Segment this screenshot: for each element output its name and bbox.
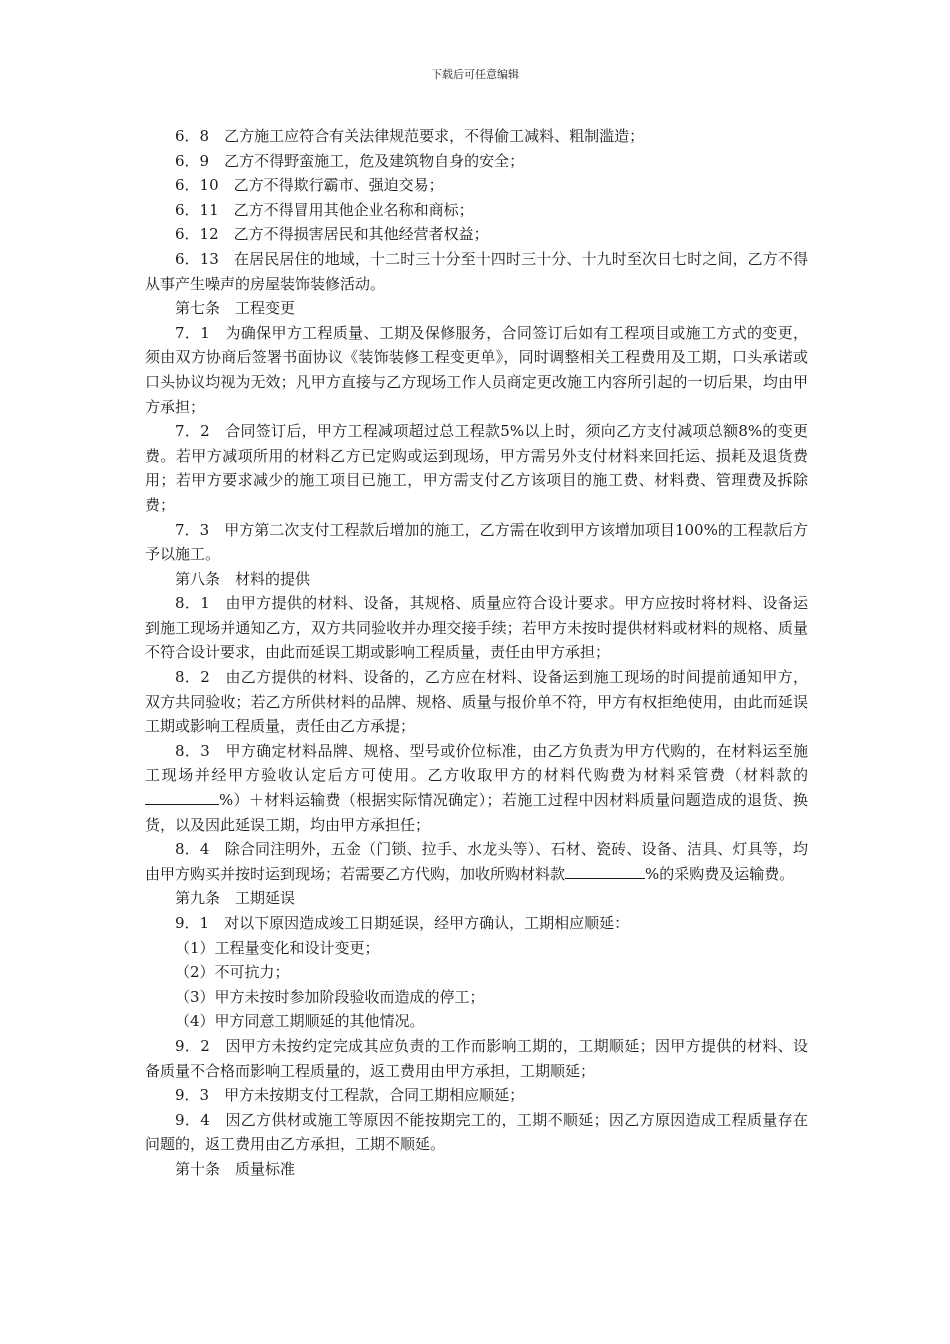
clause-8-3-text-after: %）＋材料运输费（根据实际情况确定）；若施工过程中因材料质量问题造成的退货、换货，以及因此延误工期，均由甲方承担任； [145, 791, 808, 834]
article-9-heading: 第九条 工期延误 [175, 889, 296, 908]
clause-6-11: 6．11 乙方不得冒用其他企业名称和商标； [175, 200, 474, 219]
clause-9-2: 9．2 因甲方未按约定完成其应负责的工作而影响工期的，工期顺延；因甲方提供的材料、设备质量不合格而影响工程质量的，返工费用由甲方承担，工期顺延； [145, 1036, 808, 1080]
clause-8-3-text-before: 8．3 甲方确定材料品牌、规格、型号或价位标准，由乙方负责为甲方代购的，在材料运至施工现场并经甲方验收认定后方可使用。乙方收取甲方的材料代购费为材料采管费（材料款的 [145, 741, 808, 785]
clause-6-9: 6．9 乙方不得野蛮施工，危及建筑物自身的安全； [175, 151, 525, 170]
list-item: （4）甲方同意工期顺延的其他情况。 [175, 1012, 425, 1031]
fill-in-blank[interactable] [145, 790, 219, 805]
clause-8-4-text-before: 8．4 除合同注明外，五金（门锁、拉手、水龙头等）、石材、瓷砖、设备、洁具、灯具等，均由甲方购买并按时运到现场；若需要乙方代购，加收所购材料款 [145, 840, 808, 883]
clause-8-4 [145, 837, 808, 886]
list-item: （3）甲方未按时参加阶段验收而造成的停工； [175, 987, 485, 1006]
article-7-heading: 第七条 工程变更 [175, 299, 296, 318]
article-8-heading: 第八条 材料的提供 [175, 569, 311, 588]
document-body [145, 124, 808, 1182]
clause-9-4: 9．4 因乙方供材或施工等原因不能按期完工的，工期不顺延；因乙方原因造成工程质量存在问题的，返工费用由乙方承担，工期不顺延。 [145, 1110, 808, 1154]
clause-6-10: 6．10 乙方不得欺行霸市、强迫交易； [175, 176, 444, 195]
list-item: （2）不可抗力； [175, 963, 290, 982]
clause-8-4-text-after: %的采购费及运输费。 [645, 864, 795, 883]
clause-7-1: 7．1 为确保甲方工程质量、工期及保修服务，合同签订后如有工程项目或施工方式的变更，须由双方协商后签署书面协议《装饰装修工程变更单》，同时调整相关工程费用及工期，口头承诺或口头协议均视为无效；凡甲方直接与乙方现场工作人员商定更改施工内容所引起的一切后果，均由甲方承担； [145, 323, 808, 416]
clause-8-3 [145, 739, 808, 837]
clause-8-1: 8．1 由甲方提供的材料、设备，其规格、质量应符合设计要求。甲方应按时将材料、设备运到施工现场并通知乙方，双方共同验收并办理交接手续；若甲方未按时提供材料或材料的规格、质量不符合设计要求，由此而延误工期或影响工程质量，责任由甲方承担； [145, 594, 808, 662]
fill-in-blank[interactable] [565, 864, 645, 879]
clause-7-3: 7．3 甲方第二次支付工程款后增加的施工，乙方需在收到甲方该增加项目100%的工程款后方予以施工。 [145, 520, 808, 564]
list-item: （1）工程量变化和设计变更； [175, 938, 380, 957]
page-header: 下载后可任意编辑 [431, 68, 519, 81]
clause-6-8: 6．8 乙方施工应符合有关法律规范要求，不得偷工减料、粗制滥造； [175, 127, 645, 145]
clause-6-12: 6．12 乙方不得损害居民和其他经营者权益； [175, 225, 489, 244]
clause-7-2: 7．2 合同签订后，甲方工程减项超过总工程款5%以上时，须向乙方支付减项总额8%的变更费。若甲方减项所用的材料乙方已定购或运到现场，甲方需另外支付材料来回托运、损耗及退货费用；若甲方要求减少的施工项目已施工，甲方需支付乙方该项目的施工费、材料费、管理费及拆除费； [145, 422, 808, 514]
article-10-heading: 第十条 质量标准 [175, 1159, 296, 1178]
clause-8-2: 8．2 由乙方提供的材料、设备的，乙方应在材料、设备运到施工现场的时间提前通知甲方，双方共同验收；若乙方所供材料的品牌、规格、质量与报价单不符，甲方有权拒绝使用，由此而延误工期或影响工程质量，责任由乙方承提； [145, 668, 808, 736]
clause-9-3: 9．3 甲方未按期支付工程款，合同工期相应顺延； [175, 1086, 525, 1105]
clause-6-13: 6．13 在居民居住的地域，十二时三十分至十四时三十分、十九时至次日七时之间，乙方不得从事产生噪声的房屋装饰装修活动。 [145, 249, 808, 293]
clause-9-1: 9．1 对以下原因造成竣工日期延误，经甲方确认，工期相应顺延： [175, 914, 630, 932]
